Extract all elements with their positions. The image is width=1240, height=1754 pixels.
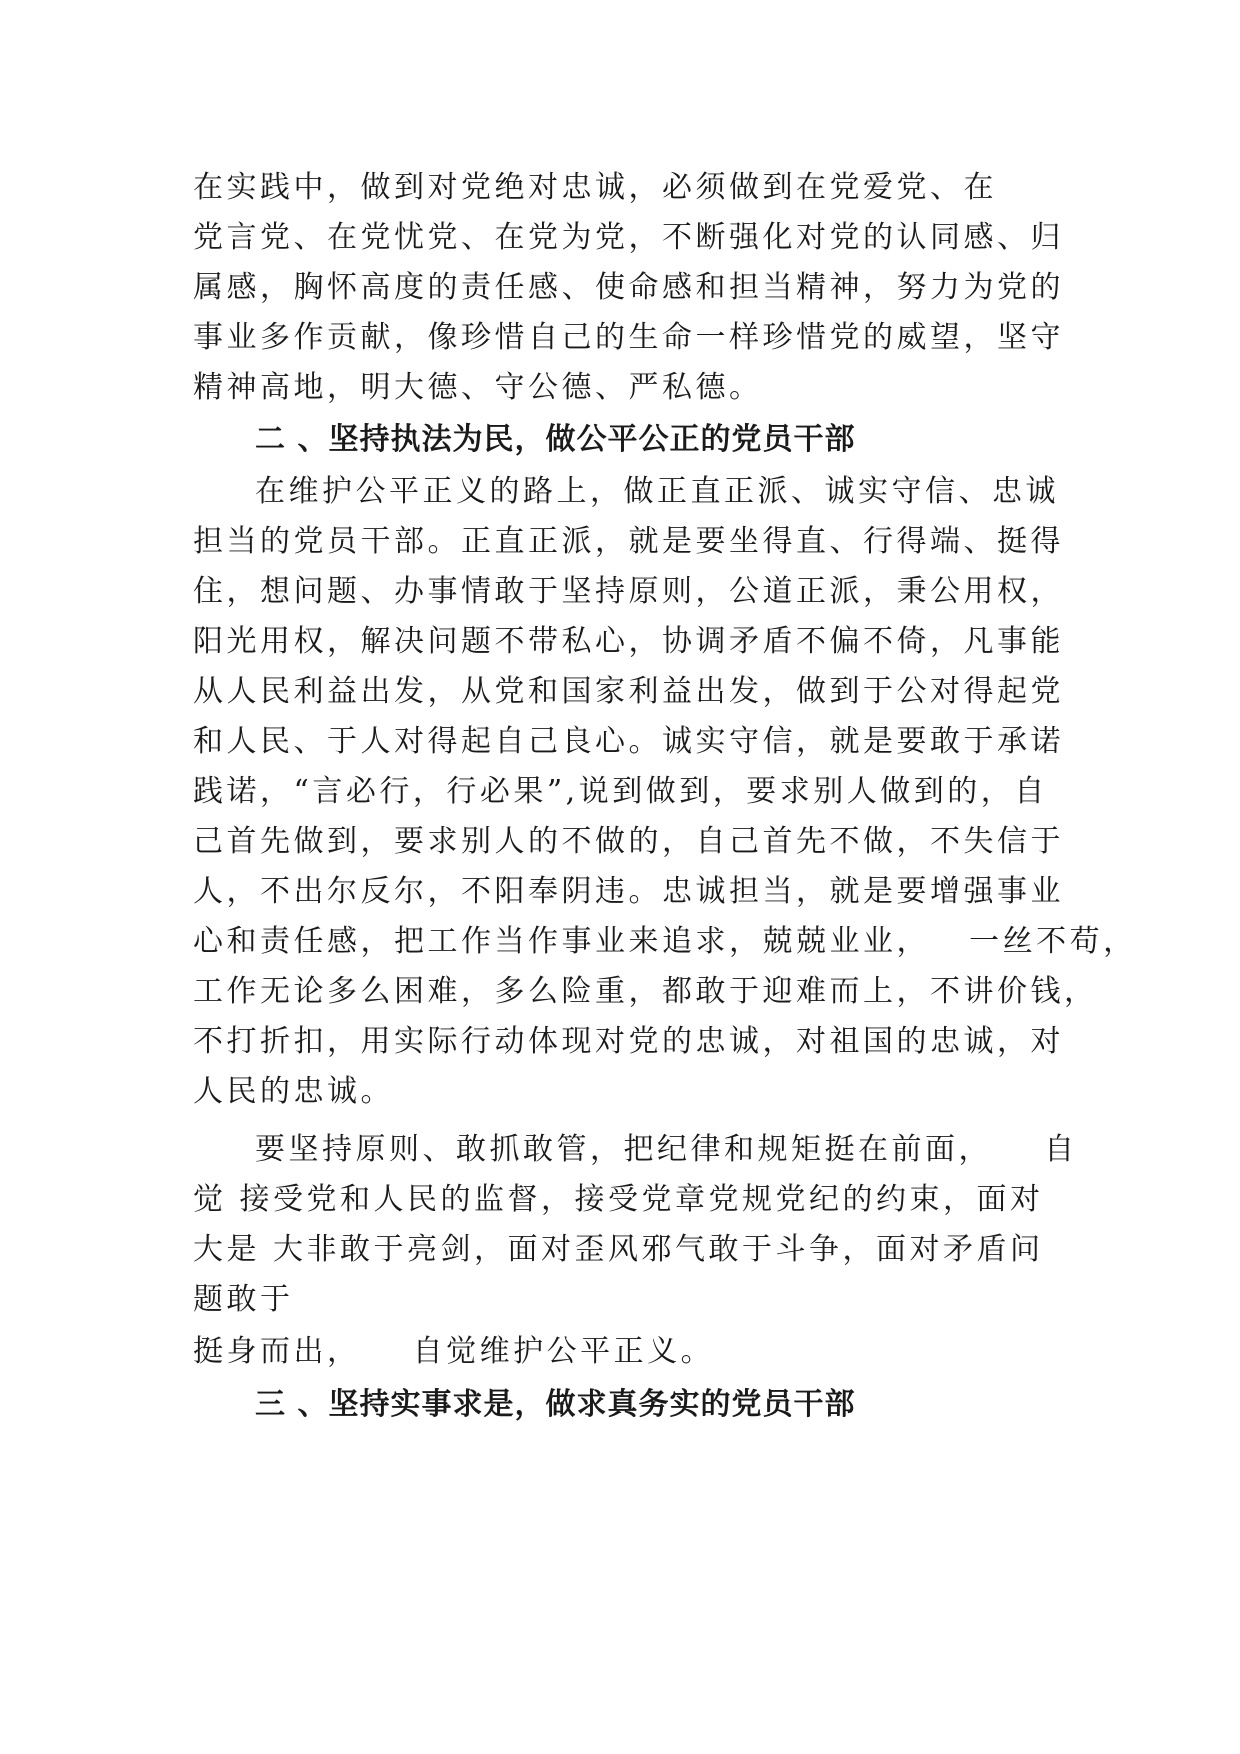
paragraph-1-line-3: 属感，胸怀高度的责任感、使命感和担当精神，努力为党的 xyxy=(193,270,1064,305)
paragraph-2-line-4: 阳光用权，解决问题不带私心，协调矛盾不偏不倚，凡事能 xyxy=(193,624,1064,659)
paragraph-3-line-5: 挺身而出， 自觉维护公平正义。 xyxy=(193,1334,715,1369)
paragraph-3-line-3: 大是 大非敢于亮剑，面对歪风邪气敢于斗争，面对矛盾问 xyxy=(193,1232,1044,1267)
paragraph-1-line-4: 事业多作贡献，像珍惜自己的生命一样珍惜党的威望，坚守 xyxy=(193,320,1064,355)
paragraph-2-line-12: 不打折扣，用实际行动体现对党的忠诚，对祖国的忠诚，对 xyxy=(193,1024,1064,1059)
paragraph-3-line-4: 题敢于 xyxy=(193,1282,294,1317)
paragraph-2-line-6: 和人民、于人对得起自己良心。诚实守信，就是要敢于承诺 xyxy=(193,724,1064,759)
paragraph-2-line-13: 人民的忠诚。 xyxy=(193,1074,394,1109)
paragraph-1-line-2: 党言党、在党忧党、在党为党，不断强化对党的认同感、归 xyxy=(193,220,1064,255)
paragraph-1-line-5: 精神高地，明大德、守公德、严私德。 xyxy=(193,370,763,405)
paragraph-3-line-2: 觉 接受党和人民的监督，接受党章党规党纪的约束，面对 xyxy=(193,1182,1044,1217)
paragraph-3-line-1: 要坚持原则、敢抓敢管，把纪律和规矩挺在前面， 自 xyxy=(255,1132,1078,1167)
paragraph-2-line-10: 心和责任感，把工作当作事业来追求，兢兢业业， 一丝不苟， xyxy=(193,924,1137,959)
paragraph-2-line-3: 住，想问题、办事情敢于坚持原则，公道正派，秉公用权， xyxy=(193,574,1064,609)
paragraph-2-line-7: 践诺，“言必行，行必果”,说到做到，要求别人做到的，自 xyxy=(193,774,1048,809)
section-heading-2: 二 、坚持执法为民，做公平公正的党员干部 xyxy=(255,422,856,457)
paragraph-2-line-8: 己首先做到，要求别人的不做的，自己首先不做，不失信于 xyxy=(193,824,1064,859)
paragraph-1-line-1: 在实践中，做到对党绝对忠诚，必须做到在党爱党、在 xyxy=(193,170,997,205)
paragraph-2-line-11: 工作无论多么困难，多么险重，都敢于迎难而上，不讲价钱， xyxy=(193,974,1098,1009)
paragraph-2-line-5: 从人民利益出发，从党和国家利益出发，做到于公对得起党 xyxy=(193,674,1064,709)
paragraph-2-line-9: 人，不出尔反尔，不阳奉阴违。忠诚担当，就是要增强事业 xyxy=(193,874,1064,909)
section-heading-3: 三 、坚持实事求是，做求真务实的党员干部 xyxy=(255,1387,856,1422)
paragraph-2-line-1: 在维护公平正义的路上，做正直正派、诚实守信、忠诚 xyxy=(255,474,1059,509)
paragraph-2-line-2: 担当的党员干部。正直正派，就是要坐得直、行得端、挺得 xyxy=(193,524,1064,559)
